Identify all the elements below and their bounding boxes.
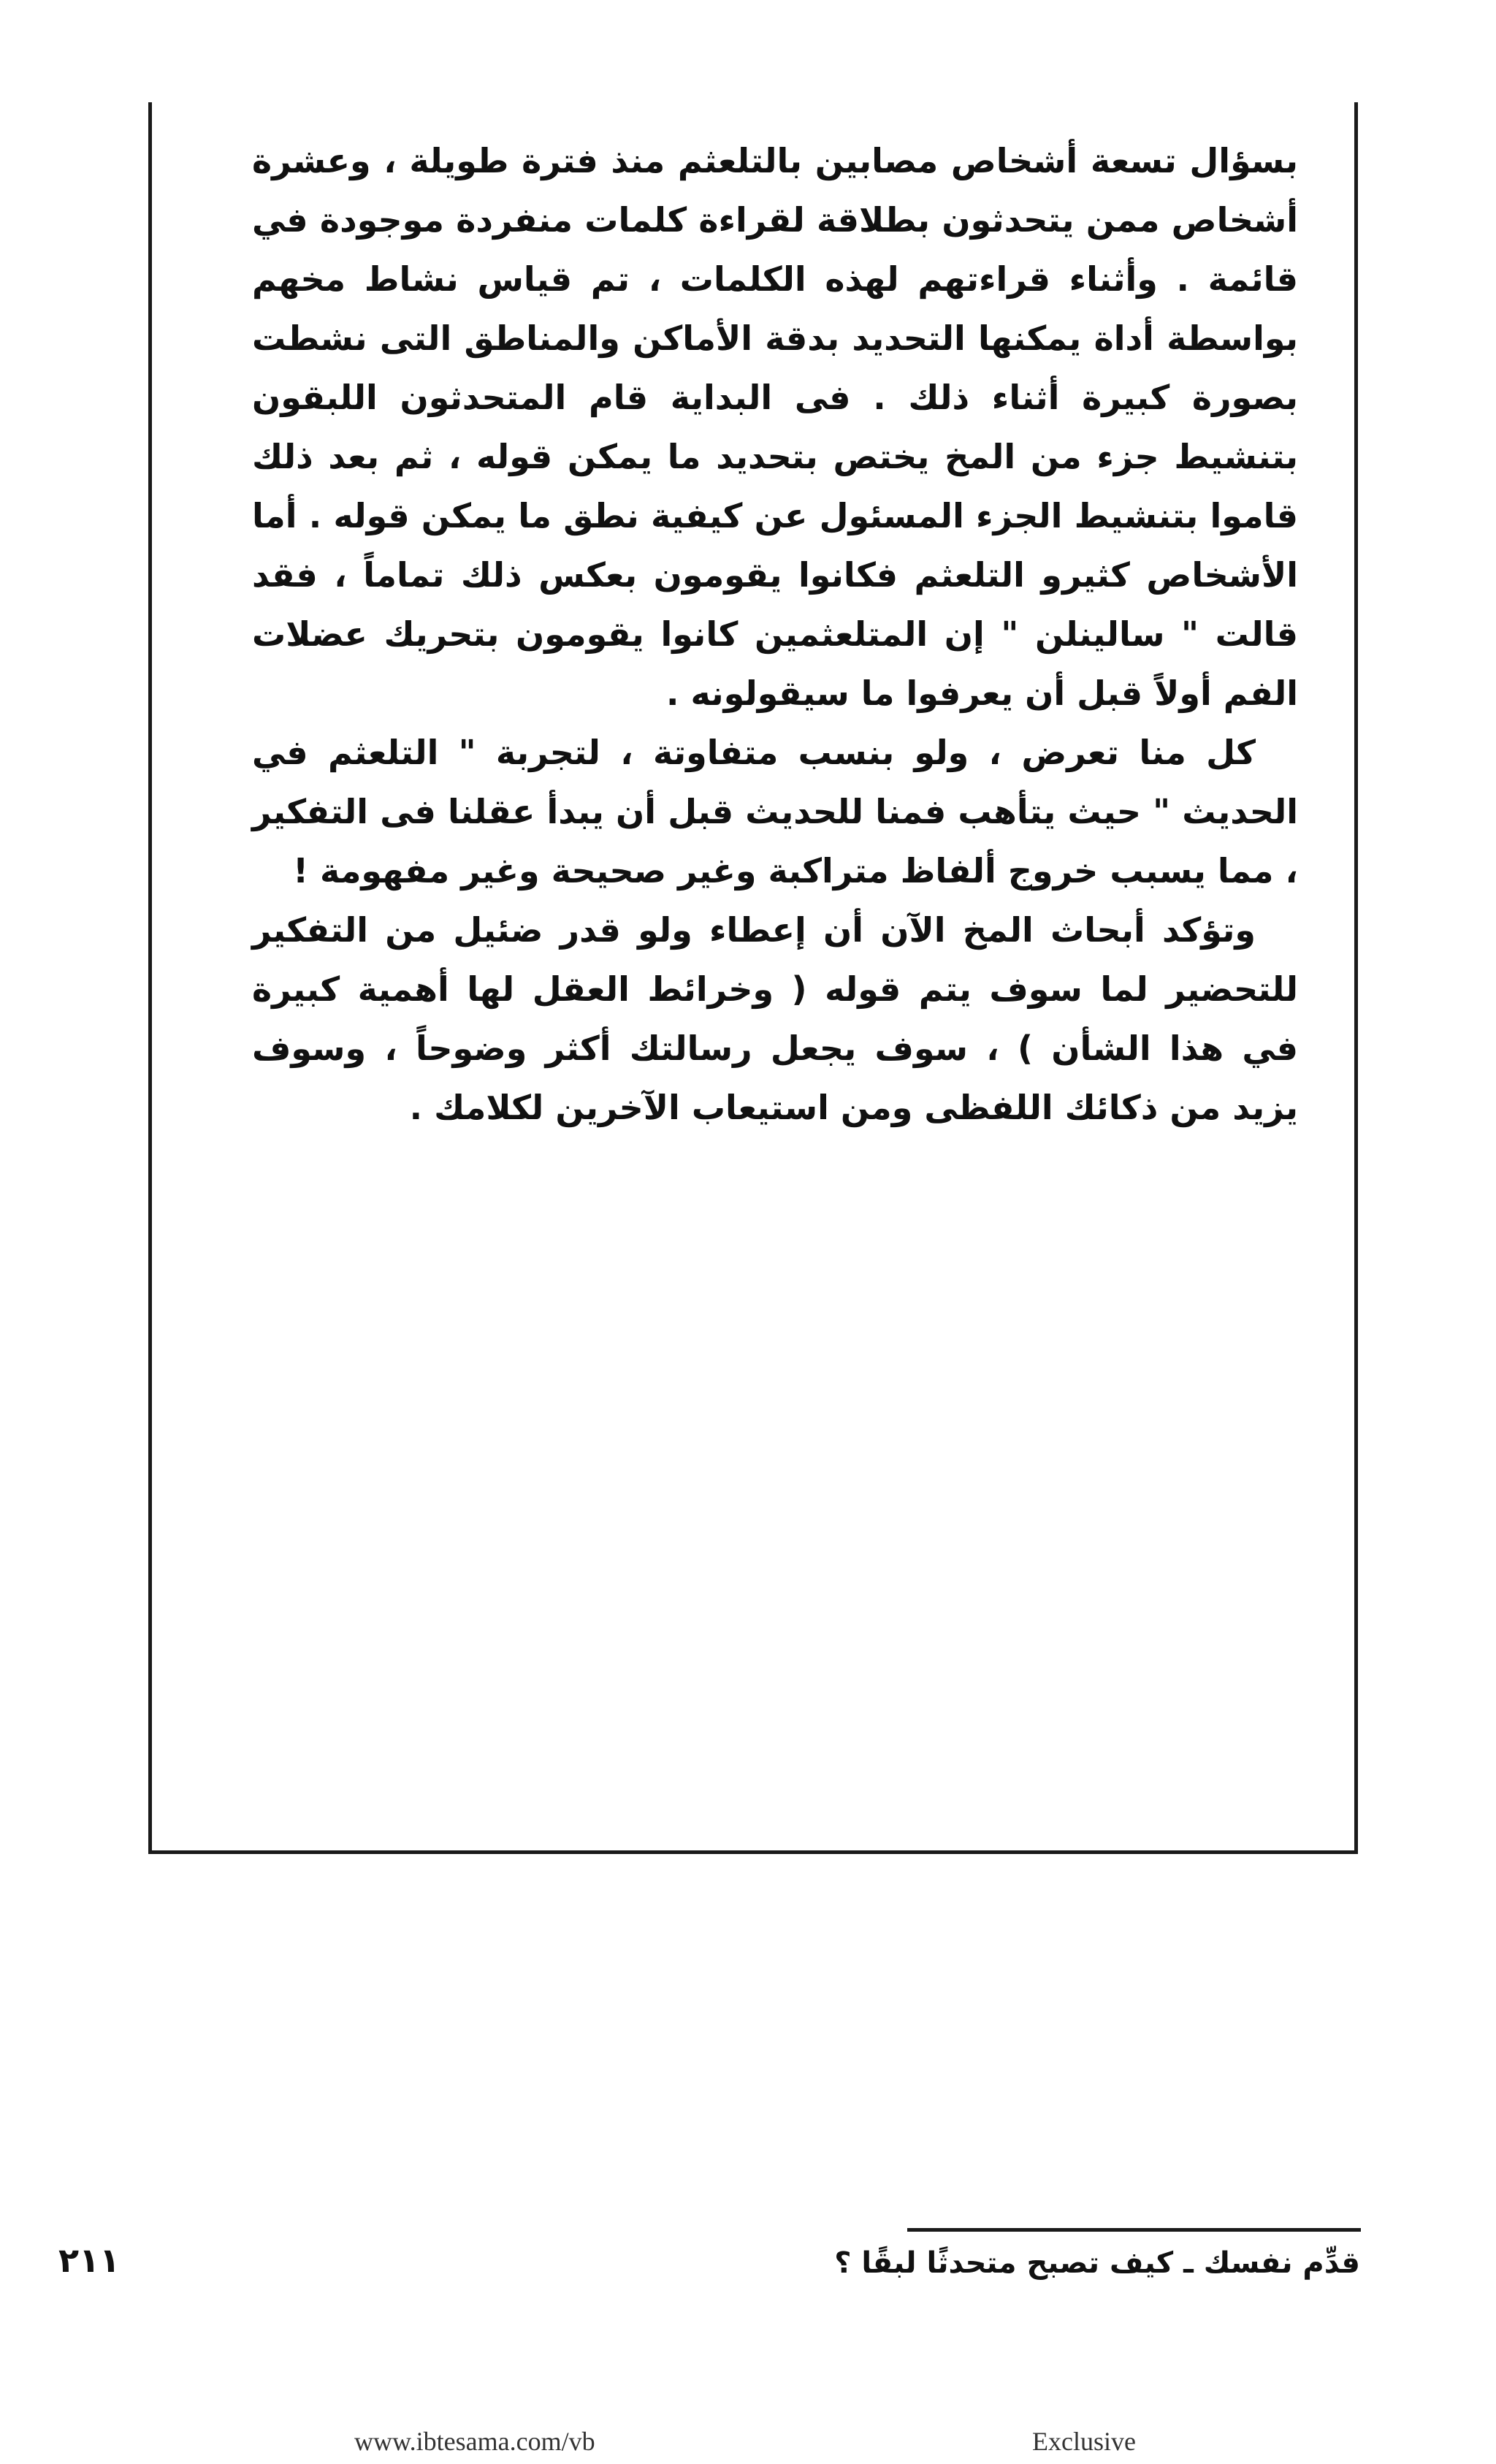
footer-rule	[907, 2228, 1361, 2232]
paragraph: بسؤال تسعة أشخاص مصابين بالتلعثم منذ فترة طويلة ، وعشرة أشخاص ممن يتحدثون بطلاقة لقراءة كلمات منفردة موجودة في قائمة . وأثناء قراءتهم لهذه الكلمات ، تم قياس نشاط مخهم بواسطة أداة يمكنها التحديد بدقة الأماكن والمناطق التى نشطت بصورة كبيرة أثناء ذلك . فى البداية قام المتحدثون اللبقون بتنشيط جزء من المخ يختص بتحديد ما يمكن قوله ، ثم بعد ذلك قاموا بتنشيط الجزء المسئول عن كيفية نطق ما يمكن قوله . أما الأشخاص كثيرو التلعثم فكانوا يقومون بعكس ذلك تماماً ، فقد قالت " سالينلن " إن المتلعثمين كانوا يقومون بتحريك عضلات الفم أولاً قبل أن يعرفوا ما سيقولونه .	[252, 141, 1298, 713]
body-text	[252, 131, 1298, 1137]
watermark-label: Exclusive	[1032, 2427, 1136, 2456]
page-number: ٢١١	[58, 2240, 121, 2280]
paragraph: وتؤكد أبحاث المخ الآن أن إعطاء ولو قدر ضئيل من التفكير للتحضير لما سوف يتم قوله ( وخرائط العقل لها أهمية كبيرة في هذا الشأن ) ، سوف يجعل رسالتك أكثر وضوحاً ، وسوف يزيد من ذكائك اللفظى ومن استيعاب الآخرين لكلامك .	[252, 910, 1298, 1127]
watermark-url: www.ibtesama.com/vb	[354, 2427, 595, 2456]
paragraph: كل منا تعرض ، ولو بنسب متفاوتة ، لتجربة " التلعثم في الحديث " حيث يتأهب فمنا للحديث قبل أن يبدأ عقلنا فى التفكير ، مما يسبب خروج ألفاظ متراكبة وغير صحيحة وغير مفهومة !	[252, 733, 1298, 890]
running-footer-title: قدِّم نفسك ـ كيف تصبح متحدثًا لبقًا ؟	[834, 2246, 1360, 2280]
